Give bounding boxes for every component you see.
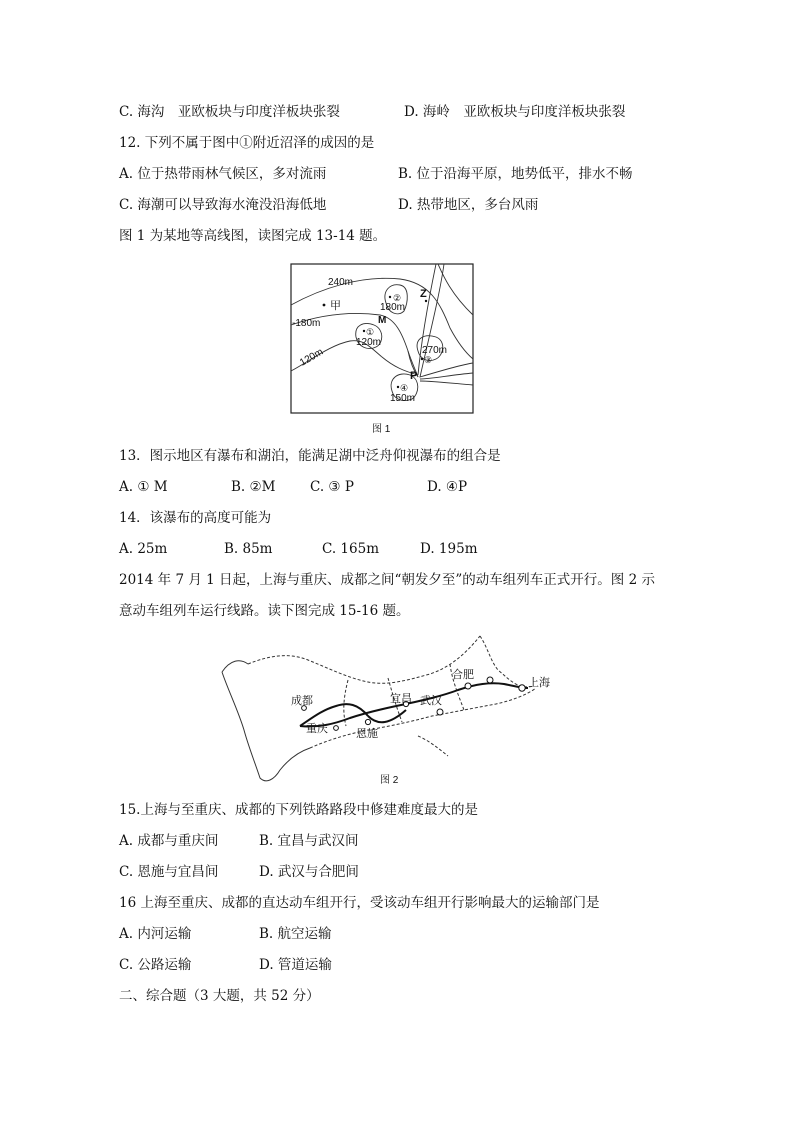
intro-fig2-line1: 2014 年 7 月 1 日起，上海与重庆、成都之间“朝发夕至”的动车组列车正式开行。图 2 示 [119, 572, 655, 588]
q12-option-b: B. 位于沿海平原，地势低平，排水不畅 [398, 166, 633, 182]
contour-label-120-loop: 120m [356, 337, 382, 348]
point-label-2: ② [393, 293, 402, 303]
q16-option-a: A. 内河运输 [119, 926, 192, 942]
q15-option-a: A. 成都与重庆间 [119, 833, 219, 849]
q13-option-c: C. ③ P [310, 479, 354, 495]
section-2-heading: 二、综合题（3 大题，共 52 分） [119, 988, 320, 1004]
contour-label-270: 270m [422, 345, 448, 356]
q16-option-b: B. 航空运输 [259, 926, 332, 942]
q14-option-c: C. 165m [322, 541, 379, 557]
q15-option-d: D. 武汉与合肥间 [259, 864, 359, 880]
city-label-shanghai: 上海 [528, 677, 550, 689]
q13-option-b: B. ②M [231, 479, 276, 495]
q14-option-a: A. 25m [119, 541, 168, 557]
q15-stem: 15.上海与至重庆、成都的下列铁路路段中修建难度最大的是 [119, 802, 478, 818]
point-label-jia: 甲 [330, 300, 341, 312]
city-label-enshi: 恩施 [356, 728, 378, 740]
intro-fig2-line2: 意动车组列车运行线路。读下图完成 15-16 题。 [119, 603, 410, 619]
contour-label-180: -180m [292, 318, 321, 329]
city-label-yichang: 宜昌 [390, 693, 412, 705]
q14-option-d: D. 195m [420, 541, 478, 557]
q15-option-c: C. 恩施与宜昌间 [119, 864, 219, 880]
contour-label-120: 120m [298, 346, 326, 369]
q13-option-d: D. ④P [427, 479, 468, 495]
point-label-4: ④ [400, 383, 409, 393]
q11-option-d: D. 海岭 亚欧板块与印度洋板块张裂 [404, 104, 626, 120]
city-label-chongqing: 重庆 [306, 723, 328, 735]
intro-fig1: 图 1 为某地等高线图，读图完成 13-14 题。 [119, 228, 387, 244]
city-label-wuhan: 武汉 [420, 695, 442, 707]
point-label-p: P [410, 370, 418, 382]
q14-stem: 14．该瀑布的高度可能为 [119, 510, 272, 526]
point-label-1: ① [366, 327, 375, 337]
q15-option-b: B. 宜昌与武汉间 [259, 833, 359, 849]
fig1-caption: 图 1 [372, 424, 391, 435]
contour-label-240: 240m [328, 277, 354, 288]
q11-option-c: C. 海沟 亚欧板块与印度洋板块张裂 [119, 104, 340, 120]
q16-stem: 16 上海至重庆、成都的直达动车组开行，受该动车组开行影响最大的运输部门是 [119, 895, 600, 911]
q12-stem: 12. 下列不属于图中①附近沼泽的成因的是 [119, 135, 375, 151]
point-label-yi: Z [420, 288, 427, 300]
railway-map-figure [218, 630, 558, 790]
contour-label-180-hill: 180m [380, 302, 406, 313]
q12-option-a: A. 位于热带雨林气候区，多对流雨 [119, 166, 327, 182]
contour-label-150: 150m [390, 393, 416, 404]
city-label-chengdu: 成都 [291, 695, 313, 707]
q12-option-d: D. 热带地区，多台风雨 [398, 197, 539, 213]
q13-option-a: A. ① M [119, 479, 168, 495]
contour-map-figure [290, 263, 474, 415]
q14-option-b: B. 85m [224, 541, 273, 557]
q13-stem: 13．图示地区有瀑布和湖泊，能满足湖中泛舟仰视瀑布的组合是 [119, 448, 501, 464]
point-label-m: M [378, 315, 387, 326]
q12-option-c: C. 海潮可以导致海水淹没沿海低地 [119, 197, 327, 213]
city-label-hefei: 合肥 [452, 669, 474, 681]
q16-option-c: C. 公路运输 [119, 957, 192, 973]
fig2-caption: 图 2 [380, 775, 399, 786]
point-label-3: ③ [424, 355, 433, 365]
q16-option-d: D. 管道运输 [259, 957, 332, 973]
